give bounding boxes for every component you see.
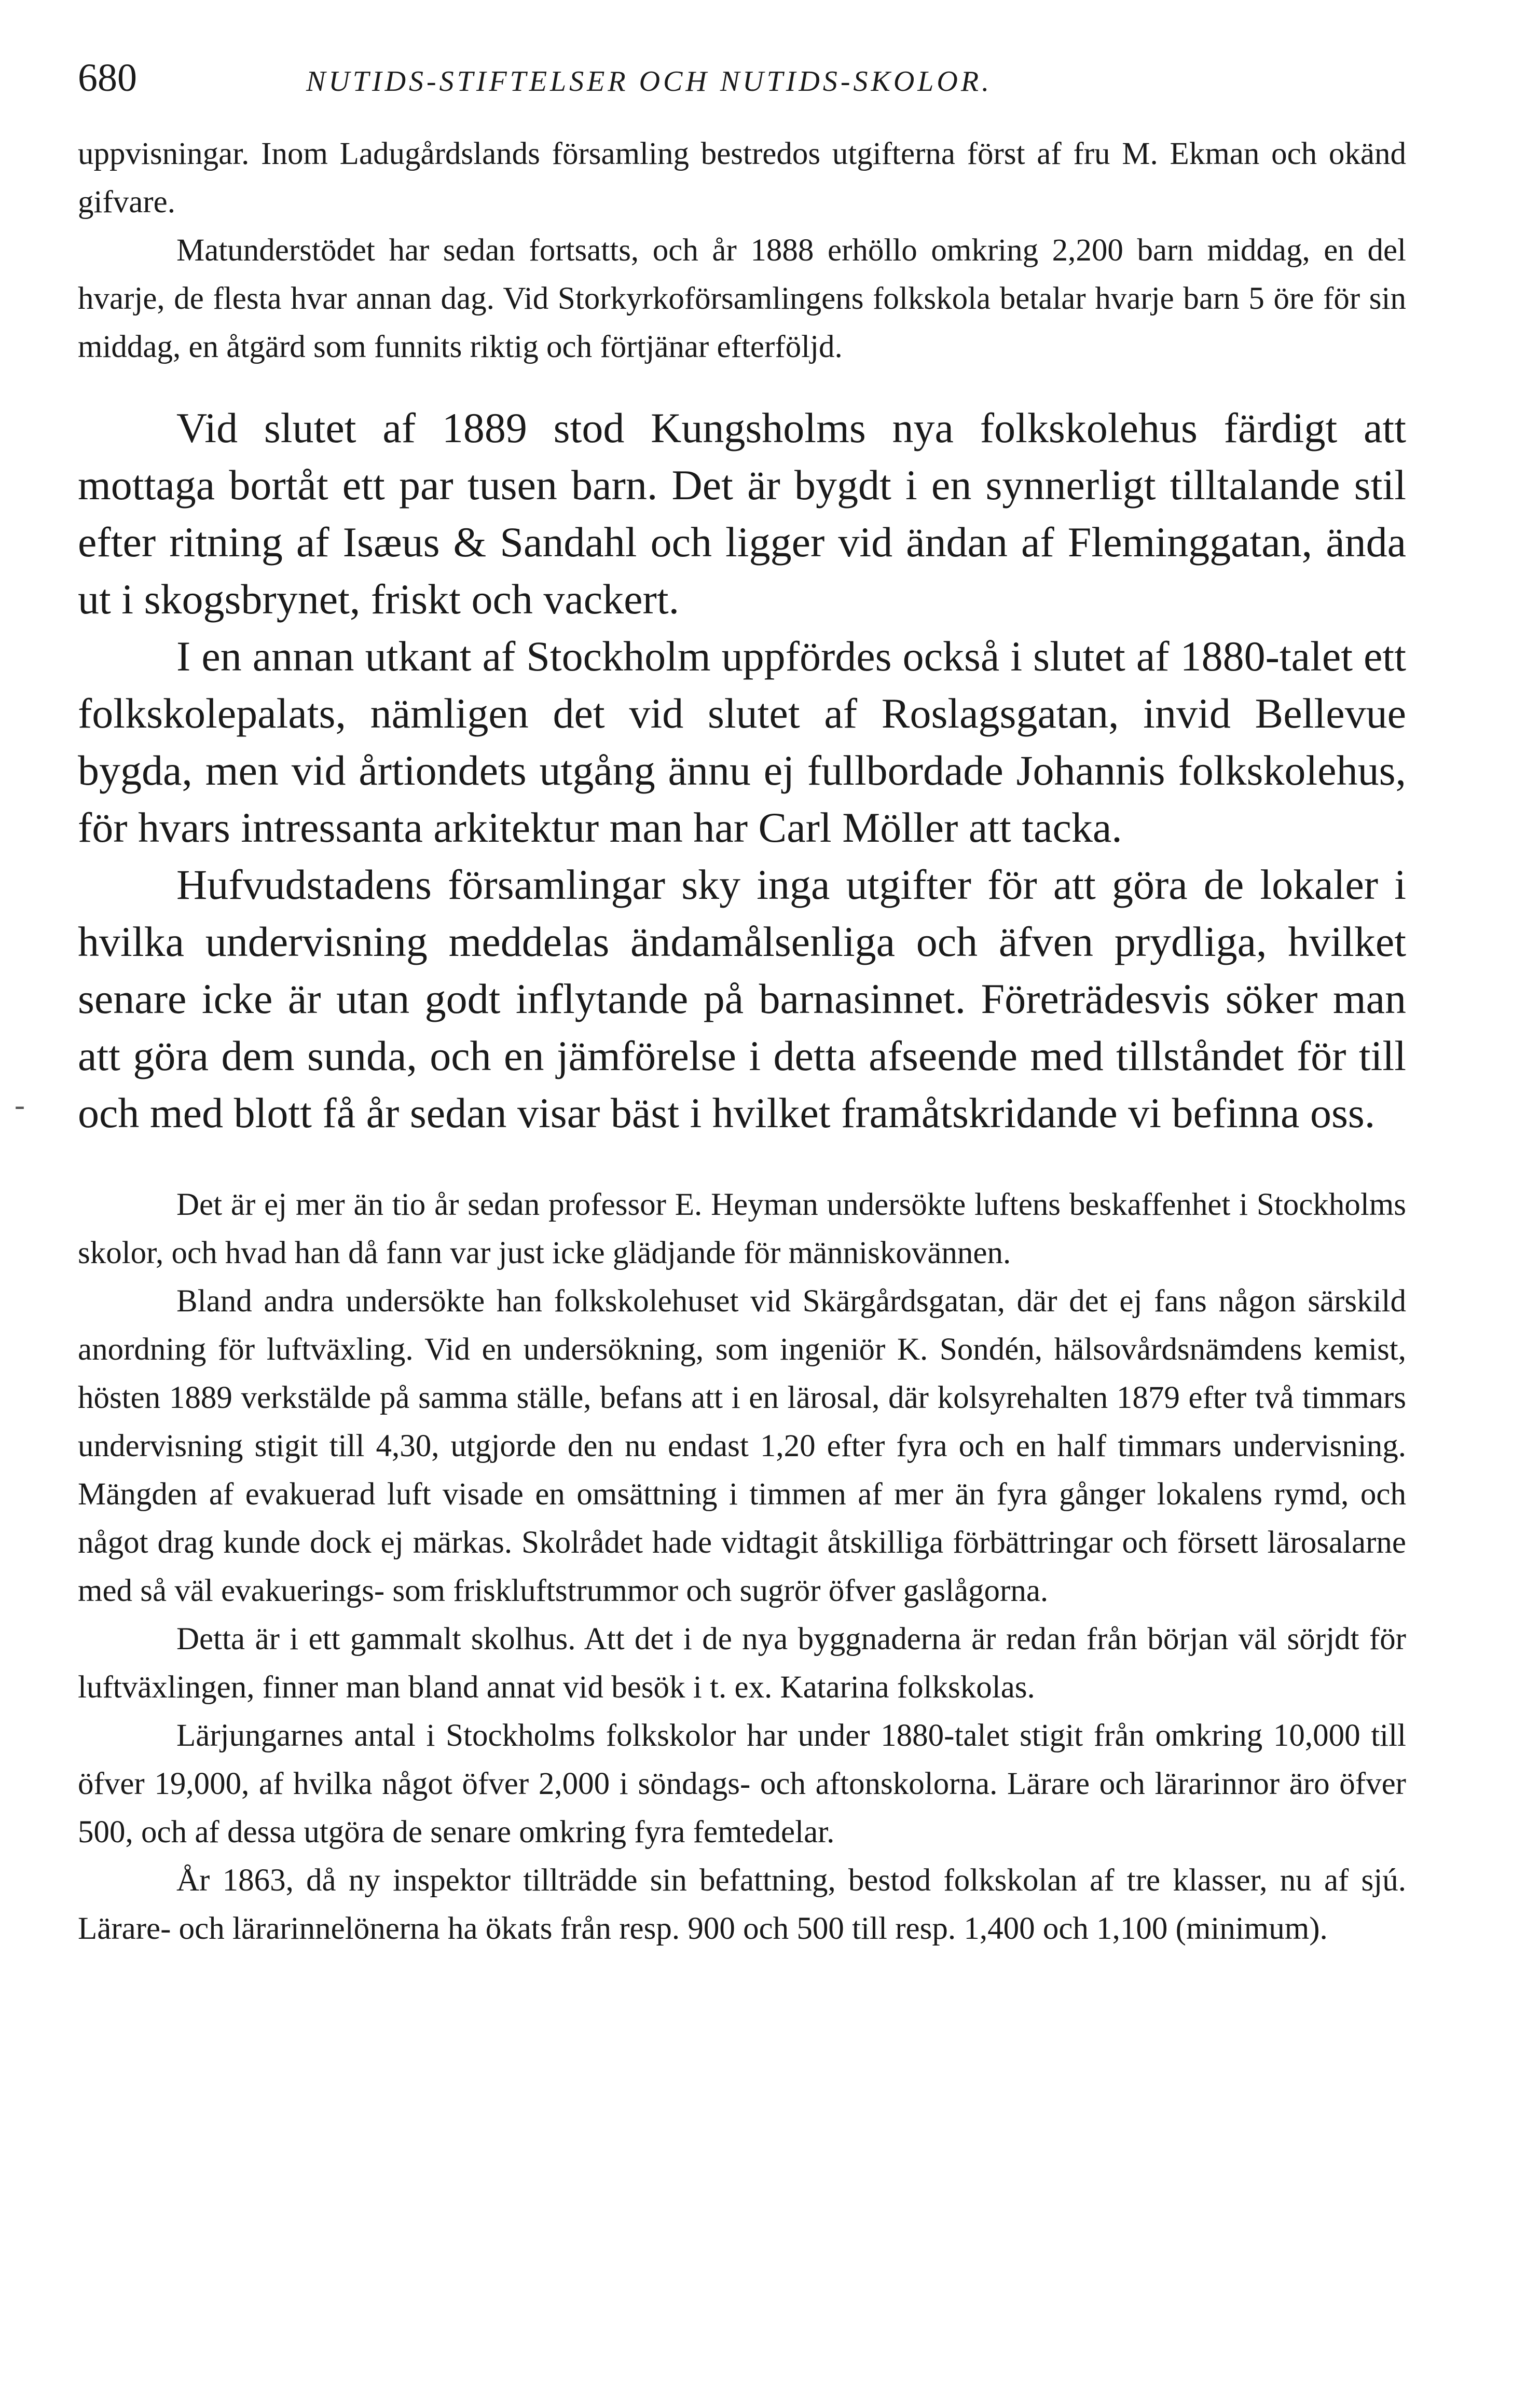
- paragraph-9: Lärjungarnes antal i Stockholms folkskolor har under 1880-talet stigit från omkring 10,000 till öfver 19,000, af hvilka något öfver 2,000 i söndags- och aftonskolorna. Lärare och lärarinnor äro öfver 500, och af dessa utgöra de senare omkring fyra femtedelar.: [78, 1718, 1406, 1850]
- margin-mark: -: [15, 1088, 25, 1122]
- paragraph-3: Vid slutet af 1889 stod Kungsholms nya folkskolehus färdigt att mottaga bortåt ett par tusen barn. Det är bygdt i en synnerligt tilltalande stil efter ritning af Isæus & Sandahl och ligger vid ändan af Fleminggatan, ända ut i skogsbrynet, friskt och vackert.: [78, 404, 1406, 623]
- running-title: NUTIDS-STIFTELSER OCH NUTIDS-SKOLOR.: [306, 65, 993, 98]
- paragraph-5: Hufvudstadens församlingar sky inga utgifter för att göra de lokaler i hvilka undervisning meddelas ändamålsenliga och äfven prydliga, hvilket senare icke är utan godt inflytande på barnasinnet. Företrädesvis söker man att göra dem sunda, och en jämförelse i detta afseende med tillståndet för till och med blott få år sedan visar bäst i hvilket framåtskridande vi befinna oss.: [78, 861, 1406, 1136]
- paragraph-7: Bland andra undersökte han folkskolehuset vid Skärgårdsgatan, där det ej fans någon särskild anordning för luftväxling. Vid en undersökning, som ingeniör K. Sondén, hälsovårdsnämdens kemist, hösten 1889 verkstälde på samma ställe, befans att i en lärosal, där kolsyrehalten 1879 efter två timmars undervisning stigit till 4,30, utgjorde den nu endast 1,20 efter fyra och en half timmars undervisning. Mängden af evakuerad luft visade en omsättning i timmen af mer än fyra gånger lokalens rymd, och något drag kunde dock ej märkas. Skolrådet hade vidtagit åtskilliga förbättringar och försett lärosalarne med så väl evakuerings- som friskluftstrummor och sugrör öfver gaslågorna.: [78, 1284, 1406, 1608]
- paragraph-1: uppvisningar. Inom Ladugårdslands församling bestredos utgifterna först af fru M. Ekman och okänd gifvare.: [78, 136, 1406, 220]
- page-number: 680: [78, 56, 137, 100]
- paragraph-8: Detta är i ett gammalt skolhus. Att det i de nya byggnaderna är redan från början väl sörjdt för luftväxlingen, finner man bland annat vid besök i t. ex. Katarina folkskolas.: [78, 1622, 1406, 1705]
- page-body: [78, 130, 1406, 1953]
- paragraph-10: År 1863, då ny inspektor tillträdde sin befattning, bestod folkskolan af tre klasser, nu af sjú. Lärare- och lärarinnelönerna ha ökats från resp. 900 och 500 till resp. 1,400 och 1,100 (minimum).: [78, 1863, 1406, 1946]
- paragraph-4: I en annan utkant af Stockholm uppfördes också i slutet af 1880-talet ett folkskolepalats, nämligen det vid slutet af Roslagsgatan, invid Bellevue bygda, men vid årtiondets utgång ännu ej fullbordade Johannis folkskolehus, för hvars intressanta arkitektur man har Carl Möller att tacka.: [78, 633, 1406, 851]
- page-header: [78, 49, 1458, 112]
- paragraph-6: Det är ej mer än tio år sedan professor E. Heyman undersökte luftens beskaffenhet i Stockholms skolor, och hvad han då fann var just icke glädjande för människovännen.: [78, 1187, 1406, 1270]
- paragraph-2: Matunderstödet har sedan fortsatts, och år 1888 erhöllo omkring 2,200 barn middag, en del hvarje, de flesta hvar annan dag. Vid Storkyrkoförsamlingens folkskola betalar hvarje barn 5 öre för sin middag, en åtgärd som funnits riktig och förtjänar efterföljd.: [78, 233, 1406, 364]
